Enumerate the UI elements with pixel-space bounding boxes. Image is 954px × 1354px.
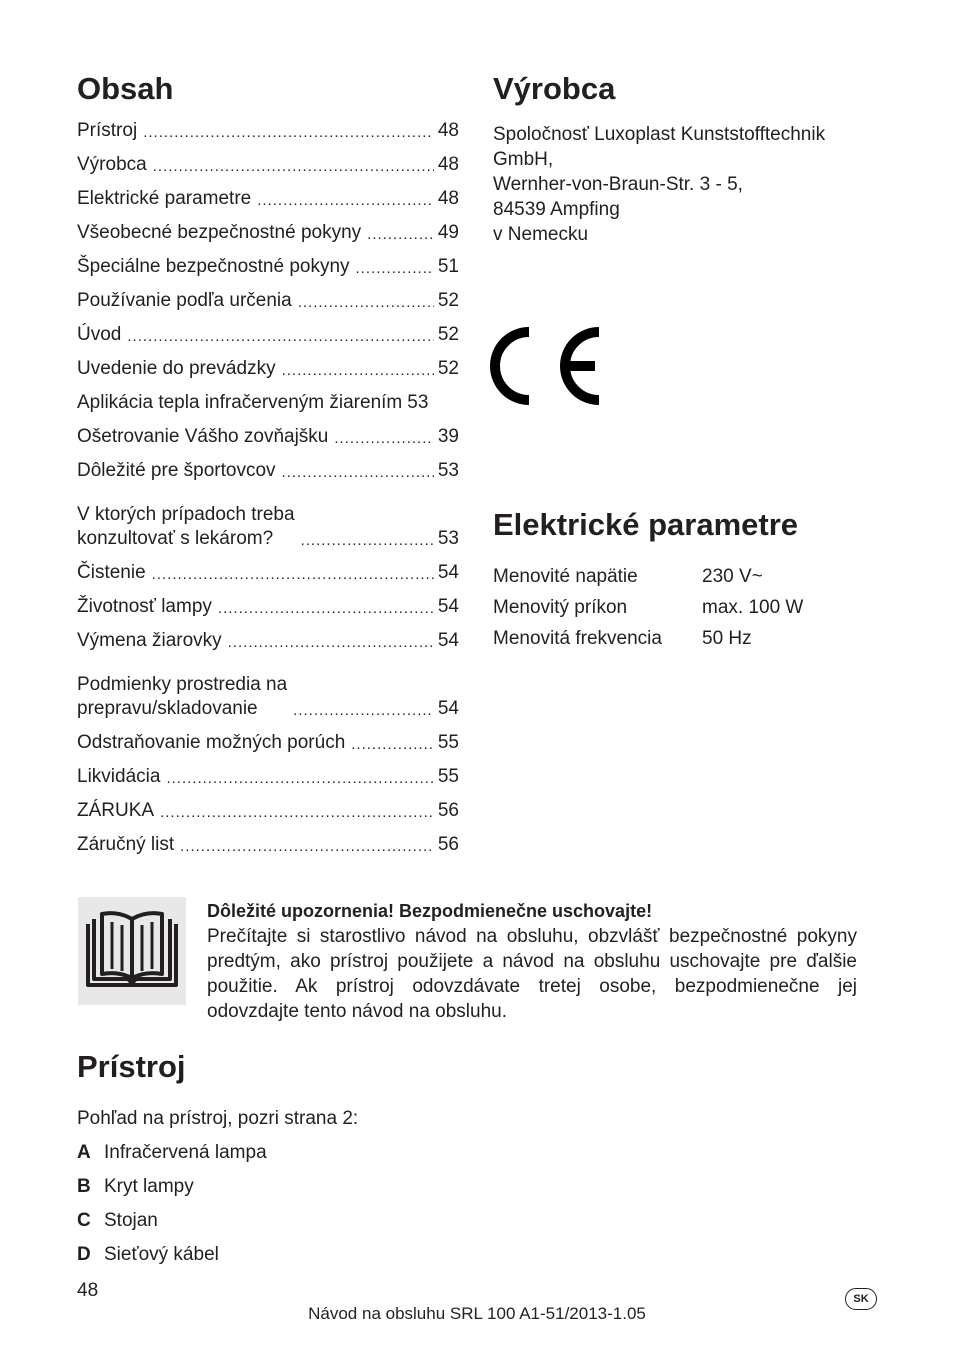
address-line: Wernher-von-Braun-Str. 3 - 5, bbox=[493, 174, 743, 195]
toc-item-title: Záručný list bbox=[77, 834, 175, 855]
device-parts bbox=[77, 1107, 358, 1277]
device-heading: Prístroj bbox=[77, 1049, 186, 1084]
page-number: 48 bbox=[77, 1280, 99, 1301]
toc-item[interactable] bbox=[77, 119, 459, 143]
toc-item-page: 48 bbox=[437, 120, 459, 141]
address-line: Spoločnosť Luxoplast Kunststofftechnik bbox=[493, 124, 826, 145]
footer-text: Návod na obsluhu SRL 100 A1-51/2013-1.05 bbox=[308, 1304, 646, 1323]
toc-item[interactable] bbox=[77, 221, 459, 245]
toc-item-title: Výrobca bbox=[77, 154, 147, 175]
toc-item-page: 52 bbox=[437, 324, 459, 345]
toc-item-title: V ktorých prípadoch treba konzultovať s lekárom? bbox=[77, 504, 295, 549]
list-item bbox=[77, 1141, 358, 1175]
electrical-table bbox=[493, 565, 803, 658]
manufacturer-heading: Výrobca bbox=[493, 71, 616, 106]
toc-item-page: 54 bbox=[437, 562, 459, 583]
toc-item-title: Dôležité pre športovcov bbox=[77, 460, 276, 481]
toc-item[interactable] bbox=[77, 765, 459, 789]
param-value: 50 Hz bbox=[702, 628, 752, 649]
param-value: max. 100 W bbox=[702, 597, 804, 618]
open-book-icon bbox=[78, 897, 186, 1005]
part-name: Kryt lampy bbox=[104, 1176, 194, 1197]
toc-item-title: Životnosť lampy bbox=[77, 596, 212, 617]
toc-item-title: Likvidácia bbox=[77, 766, 161, 787]
toc-item[interactable] bbox=[77, 425, 459, 449]
toc-item[interactable] bbox=[77, 799, 459, 823]
toc-item-title: Používanie podľa určenia bbox=[77, 290, 292, 311]
toc-item-page: 53 bbox=[437, 460, 459, 481]
toc-item-page: 53 bbox=[407, 392, 429, 413]
toc-item-title: Prístroj bbox=[77, 120, 138, 141]
toc-item[interactable] bbox=[77, 289, 459, 313]
toc-item-title: ZÁRUKA bbox=[77, 800, 155, 821]
toc-item-title: Ošetrovanie Vášho zovňajšku bbox=[77, 426, 329, 447]
toc-item-page: 53 bbox=[437, 528, 459, 549]
toc-item-title: Špeciálne bezpečnostné pokyny bbox=[77, 256, 350, 277]
part-letter: D bbox=[77, 1244, 91, 1265]
ce-mark-icon bbox=[489, 325, 603, 407]
toc-item-page: 49 bbox=[437, 222, 459, 243]
notice-title: Dôležité upozornenia! Bezpodmienečne uschovajte! bbox=[207, 901, 653, 921]
device-intro: Pohľad na prístroj, pozri strana 2: bbox=[77, 1108, 359, 1129]
toc-item[interactable] bbox=[77, 629, 459, 653]
toc-item-page: 54 bbox=[437, 630, 459, 651]
toc-item-title: Uvedenie do prevádzky bbox=[77, 358, 276, 379]
toc-item-page: 48 bbox=[437, 188, 459, 209]
address-line: GmbH, bbox=[493, 149, 554, 170]
toc-item[interactable] bbox=[77, 493, 459, 551]
notice-body: Prečítajte si starostlivo návod na obsluhu, obzvlášť bezpečnostné pokyny predtým, ako prístroj použijete a návod na obsluhu uschovajte pre ďalšie použitie. Ak prístroj odovzdávate tretej osobe, bezpodmienečne jej odovzdajte tento návod na obsluhu. bbox=[207, 926, 857, 1022]
toc-item-page: 52 bbox=[437, 290, 459, 311]
toc-item-page: 52 bbox=[437, 358, 459, 379]
electrical-heading: Elektrické parametre bbox=[493, 507, 799, 542]
toc-item-title: Elektrické parametre bbox=[77, 188, 252, 209]
toc-item[interactable] bbox=[77, 187, 459, 211]
toc-item-page: 56 bbox=[437, 800, 459, 821]
toc-item-page: 56 bbox=[437, 834, 459, 855]
toc-item-title: Odstraňovanie možných porúch bbox=[77, 732, 346, 753]
part-name: Infračervená lampa bbox=[104, 1142, 267, 1163]
toc-item-page: 51 bbox=[437, 256, 459, 277]
toc-item-page: 55 bbox=[437, 732, 459, 753]
toc-item[interactable] bbox=[77, 459, 459, 483]
toc-item[interactable] bbox=[77, 663, 459, 721]
param-value: 230 V~ bbox=[702, 566, 763, 587]
toc-item-page: 54 bbox=[437, 596, 459, 617]
param-label: Menovité napätie bbox=[493, 566, 638, 587]
table-of-contents bbox=[77, 119, 459, 867]
toc-item-title: Čistenie bbox=[77, 562, 146, 583]
param-label: Menovitý príkon bbox=[493, 597, 628, 618]
list-item bbox=[77, 1243, 358, 1277]
language-badge: SK bbox=[845, 1288, 877, 1310]
table-row bbox=[493, 627, 803, 658]
list-item bbox=[77, 1175, 358, 1209]
toc-item[interactable] bbox=[77, 357, 459, 381]
toc-item[interactable] bbox=[77, 833, 459, 857]
toc-item[interactable] bbox=[77, 391, 459, 415]
part-name: Stojan bbox=[104, 1210, 158, 1231]
toc-item[interactable] bbox=[77, 731, 459, 755]
address-line: v Nemecku bbox=[493, 224, 589, 245]
part-letter: A bbox=[77, 1142, 91, 1163]
part-letter: C bbox=[77, 1210, 91, 1231]
toc-item-title: Podmienky prostredia na prepravu/skladovanie bbox=[77, 674, 288, 719]
list-item bbox=[77, 1209, 358, 1243]
toc-item-page: 39 bbox=[437, 426, 459, 447]
toc-item-title: Výmena žiarovky bbox=[77, 630, 222, 651]
toc-item-page: 48 bbox=[437, 154, 459, 175]
toc-item[interactable] bbox=[77, 323, 459, 347]
param-label: Menovitá frekvencia bbox=[493, 628, 662, 649]
toc-item-title: Úvod bbox=[77, 324, 122, 345]
table-row bbox=[493, 596, 803, 627]
toc-item[interactable] bbox=[77, 153, 459, 177]
toc-item[interactable] bbox=[77, 595, 459, 619]
toc-item-title: Aplikácia tepla infračerveným žiarením bbox=[77, 392, 403, 413]
toc-item[interactable] bbox=[77, 561, 459, 585]
part-letter: B bbox=[77, 1176, 91, 1197]
toc-item-page: 54 bbox=[437, 698, 459, 719]
toc-item-title: Všeobecné bezpečnostné pokyny bbox=[77, 222, 362, 243]
address-line: 84539 Ampfing bbox=[493, 199, 620, 220]
manufacturer-address bbox=[493, 122, 825, 247]
part-name: Sieťový kábel bbox=[104, 1244, 219, 1265]
table-row bbox=[493, 565, 803, 596]
toc-item[interactable] bbox=[77, 255, 459, 279]
toc-heading: Obsah bbox=[77, 71, 174, 106]
toc-item-page: 55 bbox=[437, 766, 459, 787]
